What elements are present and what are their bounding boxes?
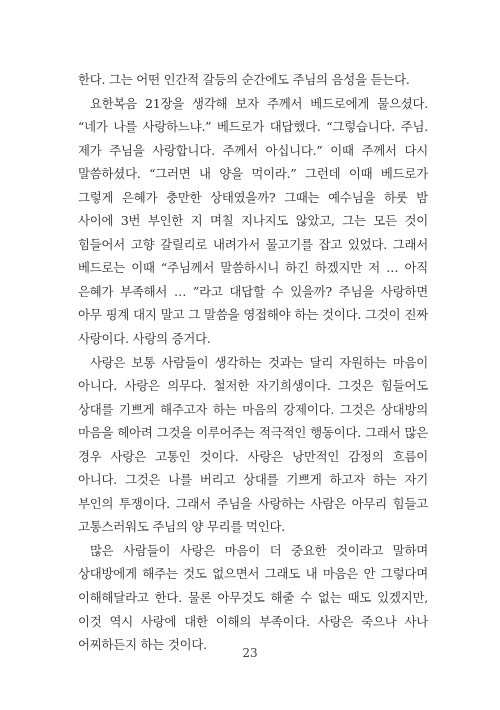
paragraph-2: 요한복음 21장을 생각해 보자 주께서 베드로에게 물으셨다. “네가 나를 사랑하느냐.” 베드로가 대답했다. “그렇습니다. 주님. 제가 주님을 사랑합니다. 주께서 아십니다.” 이때 주께서 다시 말씀하셨다. “그러면 내 양을 먹이라.” 그런데 이때 베드로가 그렇게 은혜가 충만한 상태였을까? 그때는 예수님을 하룻 밤 사이에 3번 부인한 지 며칠 지나지도 않았고, 그는 모든 것이 힘들어서 고향 갈릴리로 내려가서 물고기를 잡고 있었다. 그래서 베드로는 이때 “주님께서 말씀하시니 하긴 하겠지만 저 … 아직 은혜가 부족해서 … ”라고 대답할 수 있을까? 주님을 사랑하면 아무 핑계 대지 말고 그 말씀을 영접해야 하는 것이다. 그것이 진짜 사랑이다. 사랑의 증거다. (78, 95, 428, 347)
document-body (78, 68, 428, 657)
page-number: 23 (242, 646, 258, 660)
paragraph-3: 사랑은 보통 사람들이 생각하는 것과는 달리 자원하는 마음이 아니다. 사랑은 의무다. 철저한 자기희생이다. 그것은 힘들어도 상대를 기쁘게 해주고자 하는 마음의 강제이다. 그것은 상대방의 마음을 헤아려 그것을 이루어주는 적극적인 행동이다. 그래서 많은 경우 사랑은 고통인 것이다. 사랑은 낭만적인 감정의 흐름이 아니다. 그것은 나를 버리고 상대를 기쁘게 하고자 하는 자기 부인의 투쟁이다. 그래서 주님을 사랑하는 사람은 아무리 힘들고 고통스러워도 주님의 양 무리를 먹인다. (78, 354, 428, 535)
paragraph-1: 한다. 그는 어떤 인간적 갈등의 순간에도 주님의 음성을 듣는다. (78, 72, 410, 87)
paragraph-4: 많은 사람들이 사랑은 마음이 더 중요한 것이라고 말하며 상대방에게 해주는 것도 없으면서 그래도 내 마음은 안 그렇다며 이해해달라고 한다. 물론 아무것도 해줄 수 없는 때도 있겠지만, 이것 역시 사랑에 대한 이해의 부족이다. 사랑은 죽으나 사나 어찌하든지 하는 것이다. (78, 542, 428, 653)
